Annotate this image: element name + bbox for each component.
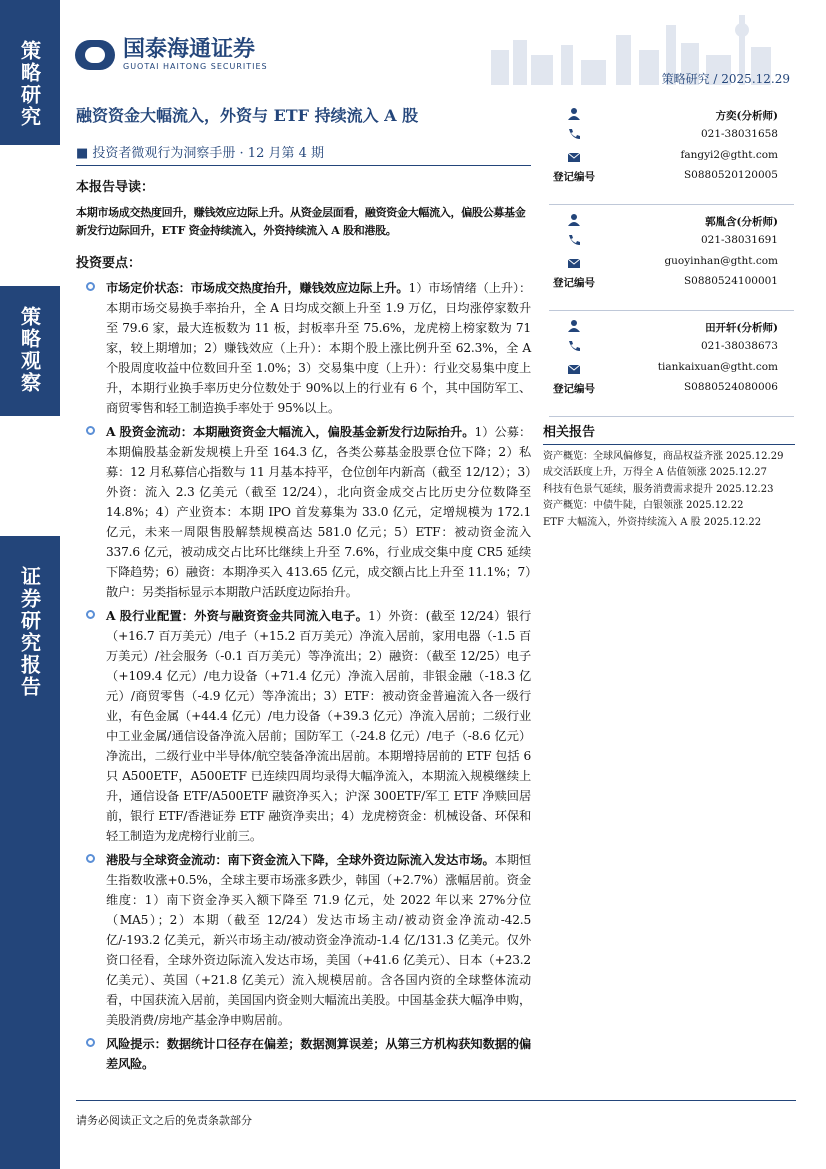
key-point-bold: A 股行业配置：外资与融资资金共同流入电子。 [106,609,369,623]
footer-divider [76,1100,796,1101]
analyst-name: 郭胤含(分析师) [705,216,778,228]
main-content [76,178,531,1074]
person-icon [567,320,581,332]
bullet-icon [86,282,95,291]
related-report-link[interactable]: 资产概览：全球风偏修复，商品权益齐涨 2025.12.29 [543,450,784,462]
key-point-text: 本期恒生指数收涨+0.5%，全球主要市场涨多跌少，韩国（+2.7%）涨幅居前。资金维度：1）南下资金净买入额下降至 71.9 亿元，处 2022 年以来 27%分位（MA5）；2）本期（截至 12/24）发达市场主动/被动资金净流动-42.5 亿/-193.2 亿美元，新兴市场主动/被动资金净流动-1.4 亿/131.3 亿美元。仅外资口径看，全球外资边际流入发达市场，美国（+41.6 亿美元）、日本（+23.2 亿美元）、英国（+21.8 亿美元）流入规模居前。含各国内资的全球整体流动看，中国获流入居前，美国国内资金则大幅流出美股。中国基金获大幅净申购，美股消费/房地产基金净申购居前。 [106,853,531,1027]
key-point-text: 1）公募：本期偏股基金新发规模上升至 164.3 亿，各类公募基金股票仓位下降；2）私募：12 月私募信心指数与 11 月基本持平，仓位创年内新高（截至 12/12）；3）外资：流入 2.3 亿美元（截至 12/24），北向资金成交占比历史分位数降至 14.8%；4）产业资本：本期 IPO 首发募集为 33.0 亿元，定增规模为 172.1 亿元，未来一周限售股解禁规模高达 581.0 亿元；5）ETF：被动资金流入 337.6 亿元，被动成交占比环比继续上升至 7.6%，行业成交集中度 CR5 延续下降趋势；6）融资：本期净买入 413.65 亿元，成交额占比上升至 11.1%；7）散户：另类指标显示本期散户活跃度边际抬升。 [106,425,531,599]
analyst-phone: 021-38038673 [700,340,778,352]
phone-icon [567,128,581,140]
divider [549,204,794,205]
analyst-email[interactable]: tiankaixuan@gtht.com [657,361,778,373]
divider [549,310,794,311]
bullet-icon [86,854,95,863]
analyst-panel [549,103,794,421]
key-point-text: 1）外资：(截至 12/24）银行（+16.7 百万美元）/电子（+15.2 百万美元）净流入居前，家用电器（-1.5 百万美元）/社会服务（-0.1 百万美元）等净流出；2）融资：（截至 12/25）电子（+109.4 亿元）/电力设备（+71.4 亿元）净流入居前，非银金融（-18.3 亿元）/商贸零售（-4.9 亿元）等净流出；3）ETF：被动资金普遍流入各一级行业，有色金属（+44.4 亿元）/电力设备（+39.3 亿元）净流入居前；二级行业中工业金属/通信设备净流入居前；国防军工（-24.8 亿元）/电子（-8.6 亿元）净流出，二级行业中半导体/航空装备净流出居前。本期增持居前的 ETF 包括 6 只 A500ETF，A500ETF 已连续四周均录得大幅净流入，本期流入规模继续上升，通信设备 ETF/A500ETF 融资净买入；沪深 300ETF/军工 ETF 净赎回居前，银行 ETF/香港证券 ETF 融资净卖出；4）龙虎榜资金：机械设备、环保和轻工制造为龙虎榜行业前三。 [106,609,531,843]
report-category: 策略研究 [661,72,710,86]
analyst-phone: 021-38031691 [700,234,778,246]
lead-heading: 本报告导读： [76,180,155,195]
key-point-bold: 港股与全球资金流动：南下资金流入下降，全球外资边际流入发达市场。 [106,853,495,867]
key-point-item [76,1034,531,1074]
footer-disclaimer: 请务必阅读正文之后的免责条款部分 [76,1114,252,1127]
side-label-strategy-research [0,0,60,145]
analyst-phone: 021-38031658 [700,128,778,140]
registration-label: 登记编号 [553,277,595,289]
side-label-strategy-observation [0,286,60,416]
key-point-bold: 市场定价状态：市场成交热度抬升，赚钱效应边际上升。 [106,281,409,295]
registration-label: 登记编号 [553,383,595,395]
registration-number: S0880520120005 [683,169,778,181]
key-points-heading: 投资要点： [76,256,142,271]
analyst-card [549,315,794,421]
title-divider [76,165,531,166]
report-category-date [662,70,790,87]
page-header [60,0,826,95]
email-icon [567,151,581,163]
email-icon [567,257,581,269]
person-icon [567,108,581,120]
company-logo [75,38,268,71]
key-point-bold: A 股资金流动：本期融资资金大幅流入，偏股基金新发行边际抬升。 [106,425,475,439]
related-reports [543,425,795,530]
related-report-link[interactable]: 资产概览：中债牛陡，白银领涨 2025.12.22 [543,500,744,511]
analyst-name: 方奕(分析师) [715,110,778,122]
key-point-text: 1）市场情绪（上升）：本期市场交易换手率抬升，全 A 日均成交额上升至 1.9 万亿，日均涨停家数升至 79.6 家，最大连板数为 11 板，封板率升至 75.6%，龙虎榜上榜家数为 71 家，较上期增加；2）赚钱效应（上升）：本期个股上涨比例升至 62.3%，全 A 个股周度收益中位数回升至 1.0%；3）交易集中度（上升）：行业交易集中度上升，本期行业换手率历史分位数处于 90%以上的行业有 6 个，其中国防军工、商贸零售和轻工制造换手率处于 95%以上。 [106,281,531,415]
key-point-item [76,278,531,418]
analyst-card [549,209,794,315]
header-separator: / [713,72,718,86]
report-title: 融资资金大幅流入，外资与 ETF 持续流入 A 股 [76,106,419,125]
company-name-cn: 国泰海通证券 [123,37,256,62]
related-report-link[interactable]: ETF 大幅流入，外资持续流入 A 股 2025.12.22 [543,516,762,528]
key-point-bold: 风险提示：数据统计口径存在偏差；数据测算误差；从第三方机构获知数据的偏差风险。 [106,1037,531,1071]
company-name-en: GUOTAI HAITONG SECURITIES [123,62,268,71]
divider [549,416,794,417]
side-label-securities-report [0,536,60,1169]
bullet-icon [86,610,95,619]
phone-icon [567,340,581,352]
logo-icon [75,40,115,70]
key-point-item [76,422,531,602]
bullet-icon [86,1038,95,1047]
related-report-link[interactable]: 科技有色景气延续，服务消费需求提升 2025.12.23 [543,483,774,495]
key-point-item [76,606,531,846]
person-icon [567,214,581,226]
email-icon [567,363,581,375]
side-label-text: 策略研究 [17,40,42,128]
phone-icon [567,234,581,246]
side-label-text: 策略观察 [17,306,42,394]
registration-label: 登记编号 [553,171,595,183]
lead-text: 本期市场成交热度回升，赚钱效应边际上升。从资金层面看，融资资金大幅流入，偏股公募基金新发行边际回升，ETF 资金持续流入，外资持续流入 A 股和港股。 [76,206,526,237]
analyst-email[interactable]: fangyi2@gtht.com [680,149,778,161]
analyst-email[interactable]: guoyinhan@gtht.com [664,255,778,267]
related-reports-heading: 相关报告 [543,425,795,445]
related-report-link[interactable]: 成交活跃度上升，万得全 A 估值领涨 2025.12.27 [543,467,768,478]
analyst-card [549,103,794,209]
analyst-name: 田开轩(分析师) [705,322,778,334]
report-subtitle: ■ 投资者微观行为洞察手册 · 12 月第 4 期 [76,146,325,161]
report-date: 2025.12.29 [721,72,790,86]
registration-number: S0880524100001 [683,275,778,287]
registration-number: S0880524080006 [683,381,778,393]
key-point-item [76,850,531,1030]
side-label-text: 证券研究报告 [17,566,42,698]
bullet-icon [86,426,95,435]
